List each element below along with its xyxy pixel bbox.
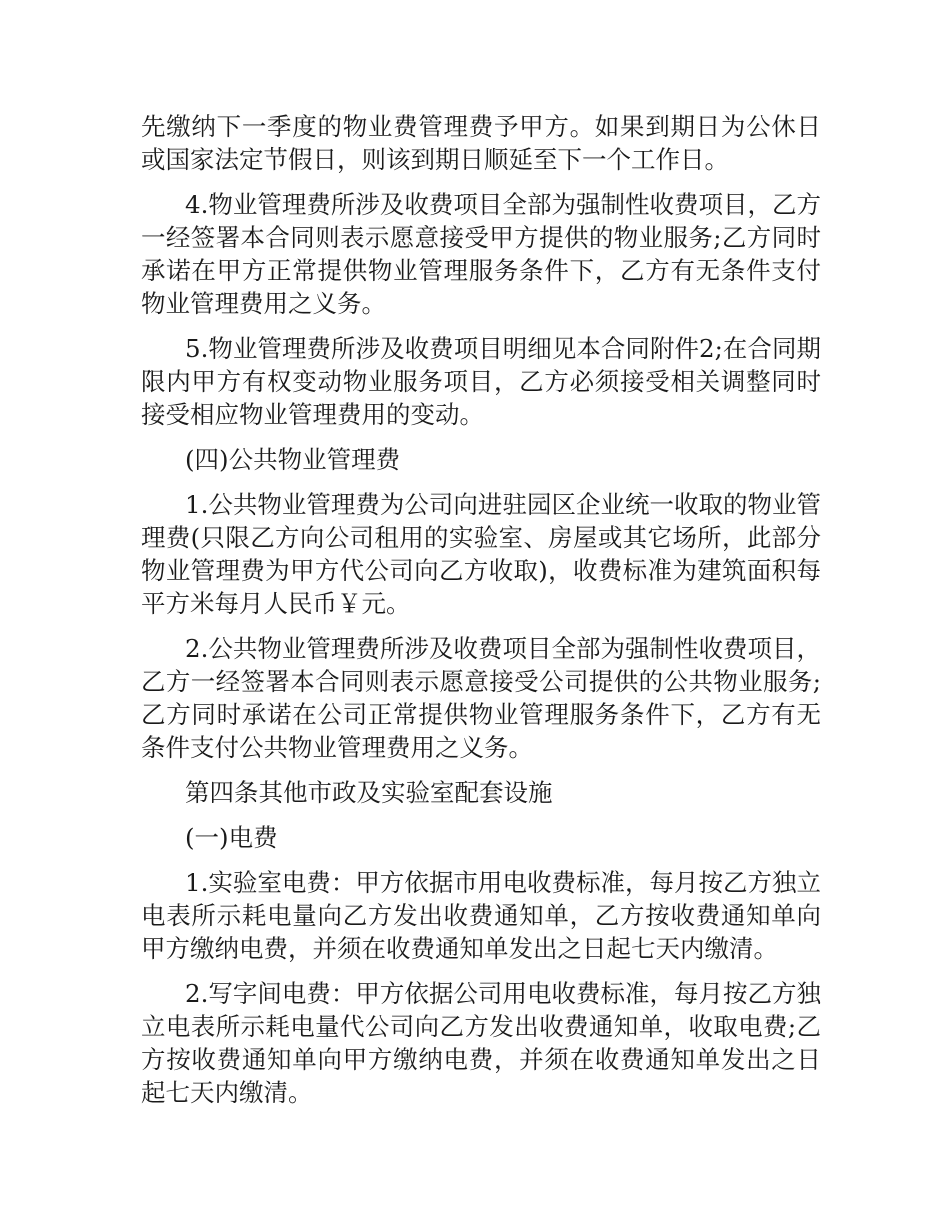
section-heading-electricity: (一)电费	[185, 823, 278, 852]
paragraph-item-5: 5.物业管理费所涉及收费项目明细见本合同附件2;在合同期限内甲方有权变动物业服务项目，乙方必须接受相关调整同时接受相应物业管理费用的变动。	[141, 334, 821, 429]
paragraph-item-4: 4.物业管理费所涉及收费项目全部为强制性收费项目，乙方一经签署本合同则表示愿意接受甲方提供的物业服务;乙方同时承诺在甲方正常提供物业管理服务条件下，乙方有无条件支付物业管理费用之义务。	[141, 190, 821, 318]
paragraph-continuation: 先缴纳下一季度的物业费管理费予甲方。如果到期日为公休日或国家法定节假日，则该到期日顺延至下一个工作日。	[141, 112, 821, 174]
paragraph-electricity-item-2: 2.写字间电费：甲方依据公司用电收费标准，每月按乙方独立电表所示耗电量代公司向乙方发出收费通知单，收取电费;乙方按收费通知单向甲方缴纳电费，并须在收费通知单发出之日起七天内缴清。	[141, 979, 821, 1107]
paragraph-electricity-item-1: 1.实验室电费：甲方依据市用电收费标准，每月按乙方独立电表所示耗电量向乙方发出收费通知单，乙方按收费通知单向甲方缴纳电费，并须在收费通知单发出之日起七天内缴清。	[141, 868, 821, 963]
section-heading-public-property-fee: (四)公共物业管理费	[185, 445, 401, 474]
document-body	[141, 110, 821, 1121]
article-heading-4: 第四条其他市政及实验室配套设施	[185, 778, 553, 807]
paragraph-public-fee-item-2: 2.公共物业管理费所涉及收费项目全部为强制性收费项目，乙方一经签署本合同则表示愿意接受公司提供的公共物业服务;乙方同时承诺在公司正常提供物业管理服务条件下，乙方有无条件支付公共物业管理费用之义务。	[141, 634, 821, 762]
paragraph-public-fee-item-1: 1.公共物业管理费为公司向进驻园区企业统一收取的物业管理费(只限乙方向公司租用的实验室、房屋或其它场所，此部分物业管理费为甲方代公司向乙方收取)，收费标准为建筑面积每平方米每月人民币￥元。	[141, 490, 821, 618]
